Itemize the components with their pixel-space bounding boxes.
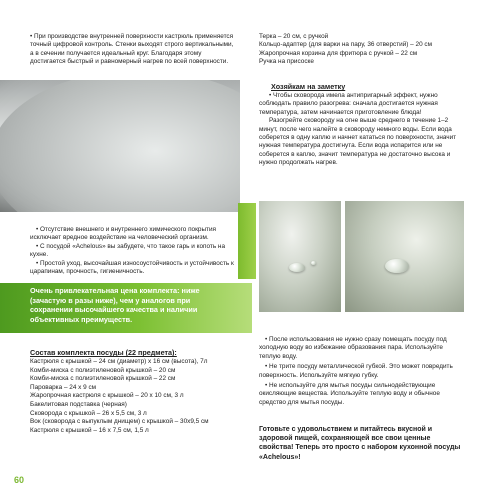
decorative-green-bar — [238, 203, 256, 279]
tip-paragraph: • Чтобы сковорода имела антипригарный эффект, нужно соблюдать правило разогрева: сначала достигается нужная температура, затем начинается приготовление блюда! — [259, 92, 438, 116]
list-item: Ручка на присоске — [259, 58, 314, 66]
list-item: Терка – 20 см, с ручкой — [259, 33, 329, 40]
list-item: Комби-миска с полиэтиленовой крышкой – 20 см — [30, 366, 176, 374]
list-item: Кольцо-адаптер (для варки на пару, 36 отверстий) – 20 см — [259, 41, 432, 49]
set-heading: Состав комплекта посуды (22 предмета): — [30, 348, 177, 357]
benefit-item: • С посудой «Achelous» вы забудете, что такое гарь и копоть на кухне. — [30, 242, 226, 259]
set-continuation-list — [259, 33, 464, 67]
care-item: • Не трите посуду металлической губкой. Это может повредить поверхность. Используйте мягкую губку. — [259, 363, 453, 379]
list-item: Кастрюля с крышкой – 24 см (диаметр) х 16 см (высота), 7л — [30, 358, 208, 365]
list-item: Пароварка – 24 х 9 см — [30, 383, 97, 391]
care-item: • Не используйте для мытья посуды сильнодействующие окисляющие вещества. Используйте теплую воду и обычное средство для мытья посуды. — [259, 382, 440, 406]
closing-statement: Готовьте с удовольствием и питайтесь вкусной и здоровой пищей, сохраняющей все свои ценные свойства! Теперь это просто с набором кухонной посуды «Achelous»! — [259, 426, 461, 461]
set-list — [30, 358, 245, 435]
water-drop-photo — [345, 201, 464, 312]
water-drop-photo — [259, 201, 341, 312]
care-item: • После использования не нужно сразу помещать посуду под холодную воду во избежание образования пара. Используйте теплую воду. — [259, 336, 447, 360]
highlight-text: Очень привлекательная цена комплекта: ниже (зачастую в разы ниже), чем у аналогов при сохранении высочайшего качества и наличии объективных преимуществ. — [30, 286, 200, 324]
tip-body — [259, 92, 464, 168]
benefit-item: • Отсутствие внешнего и внутреннего химического покрытия исключает вредное воздействие на человеческий организм. — [30, 226, 217, 242]
care-instructions — [259, 336, 464, 409]
benefit-item: • Простой уход, высочайшая износоустойчивость и устойчивость к царапинам, прочность, гигиеничность. — [30, 259, 234, 276]
list-item: Бакелитовая подставка (черная) — [30, 400, 127, 408]
tip-heading: Хозяйкам на заметку — [271, 82, 346, 91]
list-item: Жаропрочная кастрюля с крышкой – 20 х 10 см, 3 л — [30, 392, 184, 400]
benefits-list — [30, 226, 235, 276]
list-item: Кастрюля с крышкой – 16 х 7,5 см, 1,5 л — [30, 426, 149, 434]
pan-photo — [0, 80, 240, 212]
tip-paragraph: Разогрейте сковороду на огне выше среднего в течение 1–2 минут, после чего налейте в сковороду немного воды. Если вода соберется в одну каплю и начнет кататься по поверхности, значит нужная температура достигнута. Если вода испарится или не соберется в каплю, значит температура не достаточно высока и нужно продолжать нагрев. — [259, 117, 457, 167]
page-number: 60 — [14, 475, 25, 485]
intro-paragraph: • При производстве внутренней поверхности кастрюль применяется точный цифровой контроль. Стенки выходят строго вертикальными, а в сечении получается идеальный круг. Благодаря этому достигается быстрый и равномерный нагрев по всей поверхности. — [30, 33, 234, 66]
list-item: Вок (сковорода с выпуклым днищем) с крышкой – 30х9,5 см — [30, 418, 209, 426]
list-item: Сковорода с крышкой – 26 х 5,5 см, 3 л — [30, 409, 147, 417]
list-item: Комби-миска с полиэтиленовой крышкой – 22 см — [30, 375, 176, 383]
list-item: Жаропрочная корзина для фритюра с ручкой – 22 см — [259, 49, 418, 57]
